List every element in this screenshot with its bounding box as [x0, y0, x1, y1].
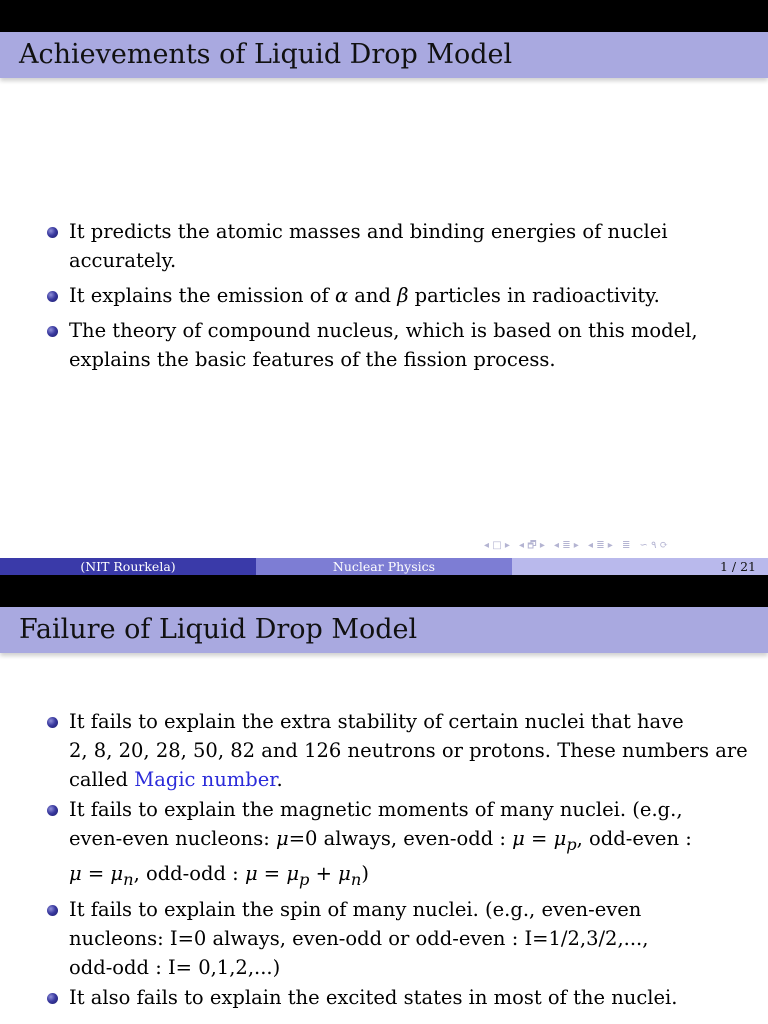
- mu-plus: + μ: [309, 861, 351, 885]
- page-number: 1 / 21: [719, 559, 756, 574]
- bullet-text: odd-odd : I= 0,1,2,...): [69, 955, 281, 979]
- mu-equation: μ = μ: [244, 861, 300, 885]
- slide-1-title: Achievements of Liquid Drop Model: [19, 39, 513, 70]
- slide-1: [0, 32, 768, 575]
- bullet-text: , odd-odd :: [133, 861, 245, 885]
- footer-institute: (NIT Rourkela): [0, 558, 256, 575]
- alpha-symbol: α: [334, 284, 349, 307]
- bullet-text: .: [276, 768, 283, 791]
- list-item: [0, 983, 768, 1012]
- slide-1-bullet-list: [0, 217, 768, 374]
- bullet-icon: [47, 993, 58, 1004]
- slide-1-title-bar: [0, 32, 768, 78]
- bullet-text: It also fails to explain the excited states in most of the nuclei.: [69, 985, 678, 1009]
- n-subscript: n: [123, 869, 134, 889]
- middle-black-bar: [0, 575, 768, 607]
- bullet-text: called: [69, 768, 135, 791]
- list-item: [0, 281, 768, 310]
- bullet-text: It fails to explain the spin of many nuclei. (e.g., even-even: [69, 897, 642, 921]
- top-black-bar: [0, 0, 768, 32]
- p-subscript: p: [566, 834, 577, 854]
- p-subscript: p: [299, 869, 310, 889]
- bullet-text: particles in radioactivity.: [408, 284, 660, 307]
- slide-2: [0, 607, 768, 1024]
- nav-subsection-icon[interactable]: ◂ 🗗 ▸: [519, 540, 545, 551]
- mu-symbol: μ: [276, 827, 289, 850]
- bullet-text: ): [361, 861, 369, 885]
- nav-search-icon[interactable]: ∽ ۹ ⟳: [639, 540, 669, 551]
- list-item: [0, 895, 768, 982]
- bullet-text: =0 always, even-odd :: [288, 827, 513, 850]
- list-item: [0, 217, 768, 275]
- nav-section-icon[interactable]: ◂ ≣ ▸: [554, 540, 579, 551]
- list-item: [0, 795, 768, 894]
- bullet-text: nucleons: I=0 always, even-odd or odd-even : I=1/2,3/2,...,: [69, 926, 649, 950]
- bullet-text: , odd-even :: [576, 827, 692, 850]
- bullet-text: It fails to explain the magnetic moments of many nuclei. (e.g.,: [69, 798, 683, 821]
- bullet-text: It explains the emission of: [69, 284, 335, 307]
- bullet-icon: [47, 805, 58, 816]
- bullet-text: It predicts the atomic masses and binding energies of nuclei: [69, 220, 668, 243]
- bullet-text: and: [348, 284, 398, 307]
- list-item: [0, 316, 768, 374]
- slide-1-footer: [0, 558, 768, 575]
- bullet-text: accurately.: [69, 249, 177, 272]
- bullet-icon: [47, 291, 58, 302]
- n-subscript: n: [350, 869, 362, 889]
- bullet-text: It fails to explain the extra stability of certain nuclei that have: [69, 710, 684, 733]
- bullet-icon: [47, 717, 58, 728]
- slide-2-title: Failure of Liquid Drop Model: [19, 614, 418, 645]
- footer-course: Nuclear Physics: [256, 558, 512, 575]
- list-item: [0, 707, 768, 794]
- mu-equation: μ = μ: [69, 861, 124, 885]
- nav-frame-icon[interactable]: ◂ □ ▸: [484, 540, 510, 551]
- bullet-icon: [47, 326, 58, 337]
- slide-2-title-bar: [0, 607, 768, 653]
- bullet-text: explains the basic features of the fission process.: [69, 348, 556, 371]
- bullet-icon: [47, 905, 58, 916]
- nav-section2-icon[interactable]: ◂ ≣ ▸: [588, 540, 613, 551]
- nav-toc-icon[interactable]: ≣: [621, 540, 631, 551]
- beamer-navigation: [484, 538, 674, 555]
- bullet-text: The theory of compound nucleus, which is based on this model,: [69, 319, 698, 342]
- slide-2-bullet-list: [0, 707, 768, 1012]
- footer-page-box: [512, 558, 768, 575]
- mu-equation: μ = μ: [512, 827, 567, 850]
- beta-symbol: β: [397, 284, 409, 307]
- bullet-icon: [47, 227, 58, 238]
- magic-number-link[interactable]: Magic number: [134, 768, 277, 791]
- bullet-text: 2, 8, 20, 28, 50, 82 and 126 neutrons or protons. These numbers are: [69, 739, 748, 762]
- bullet-text: even-even nucleons:: [69, 827, 276, 850]
